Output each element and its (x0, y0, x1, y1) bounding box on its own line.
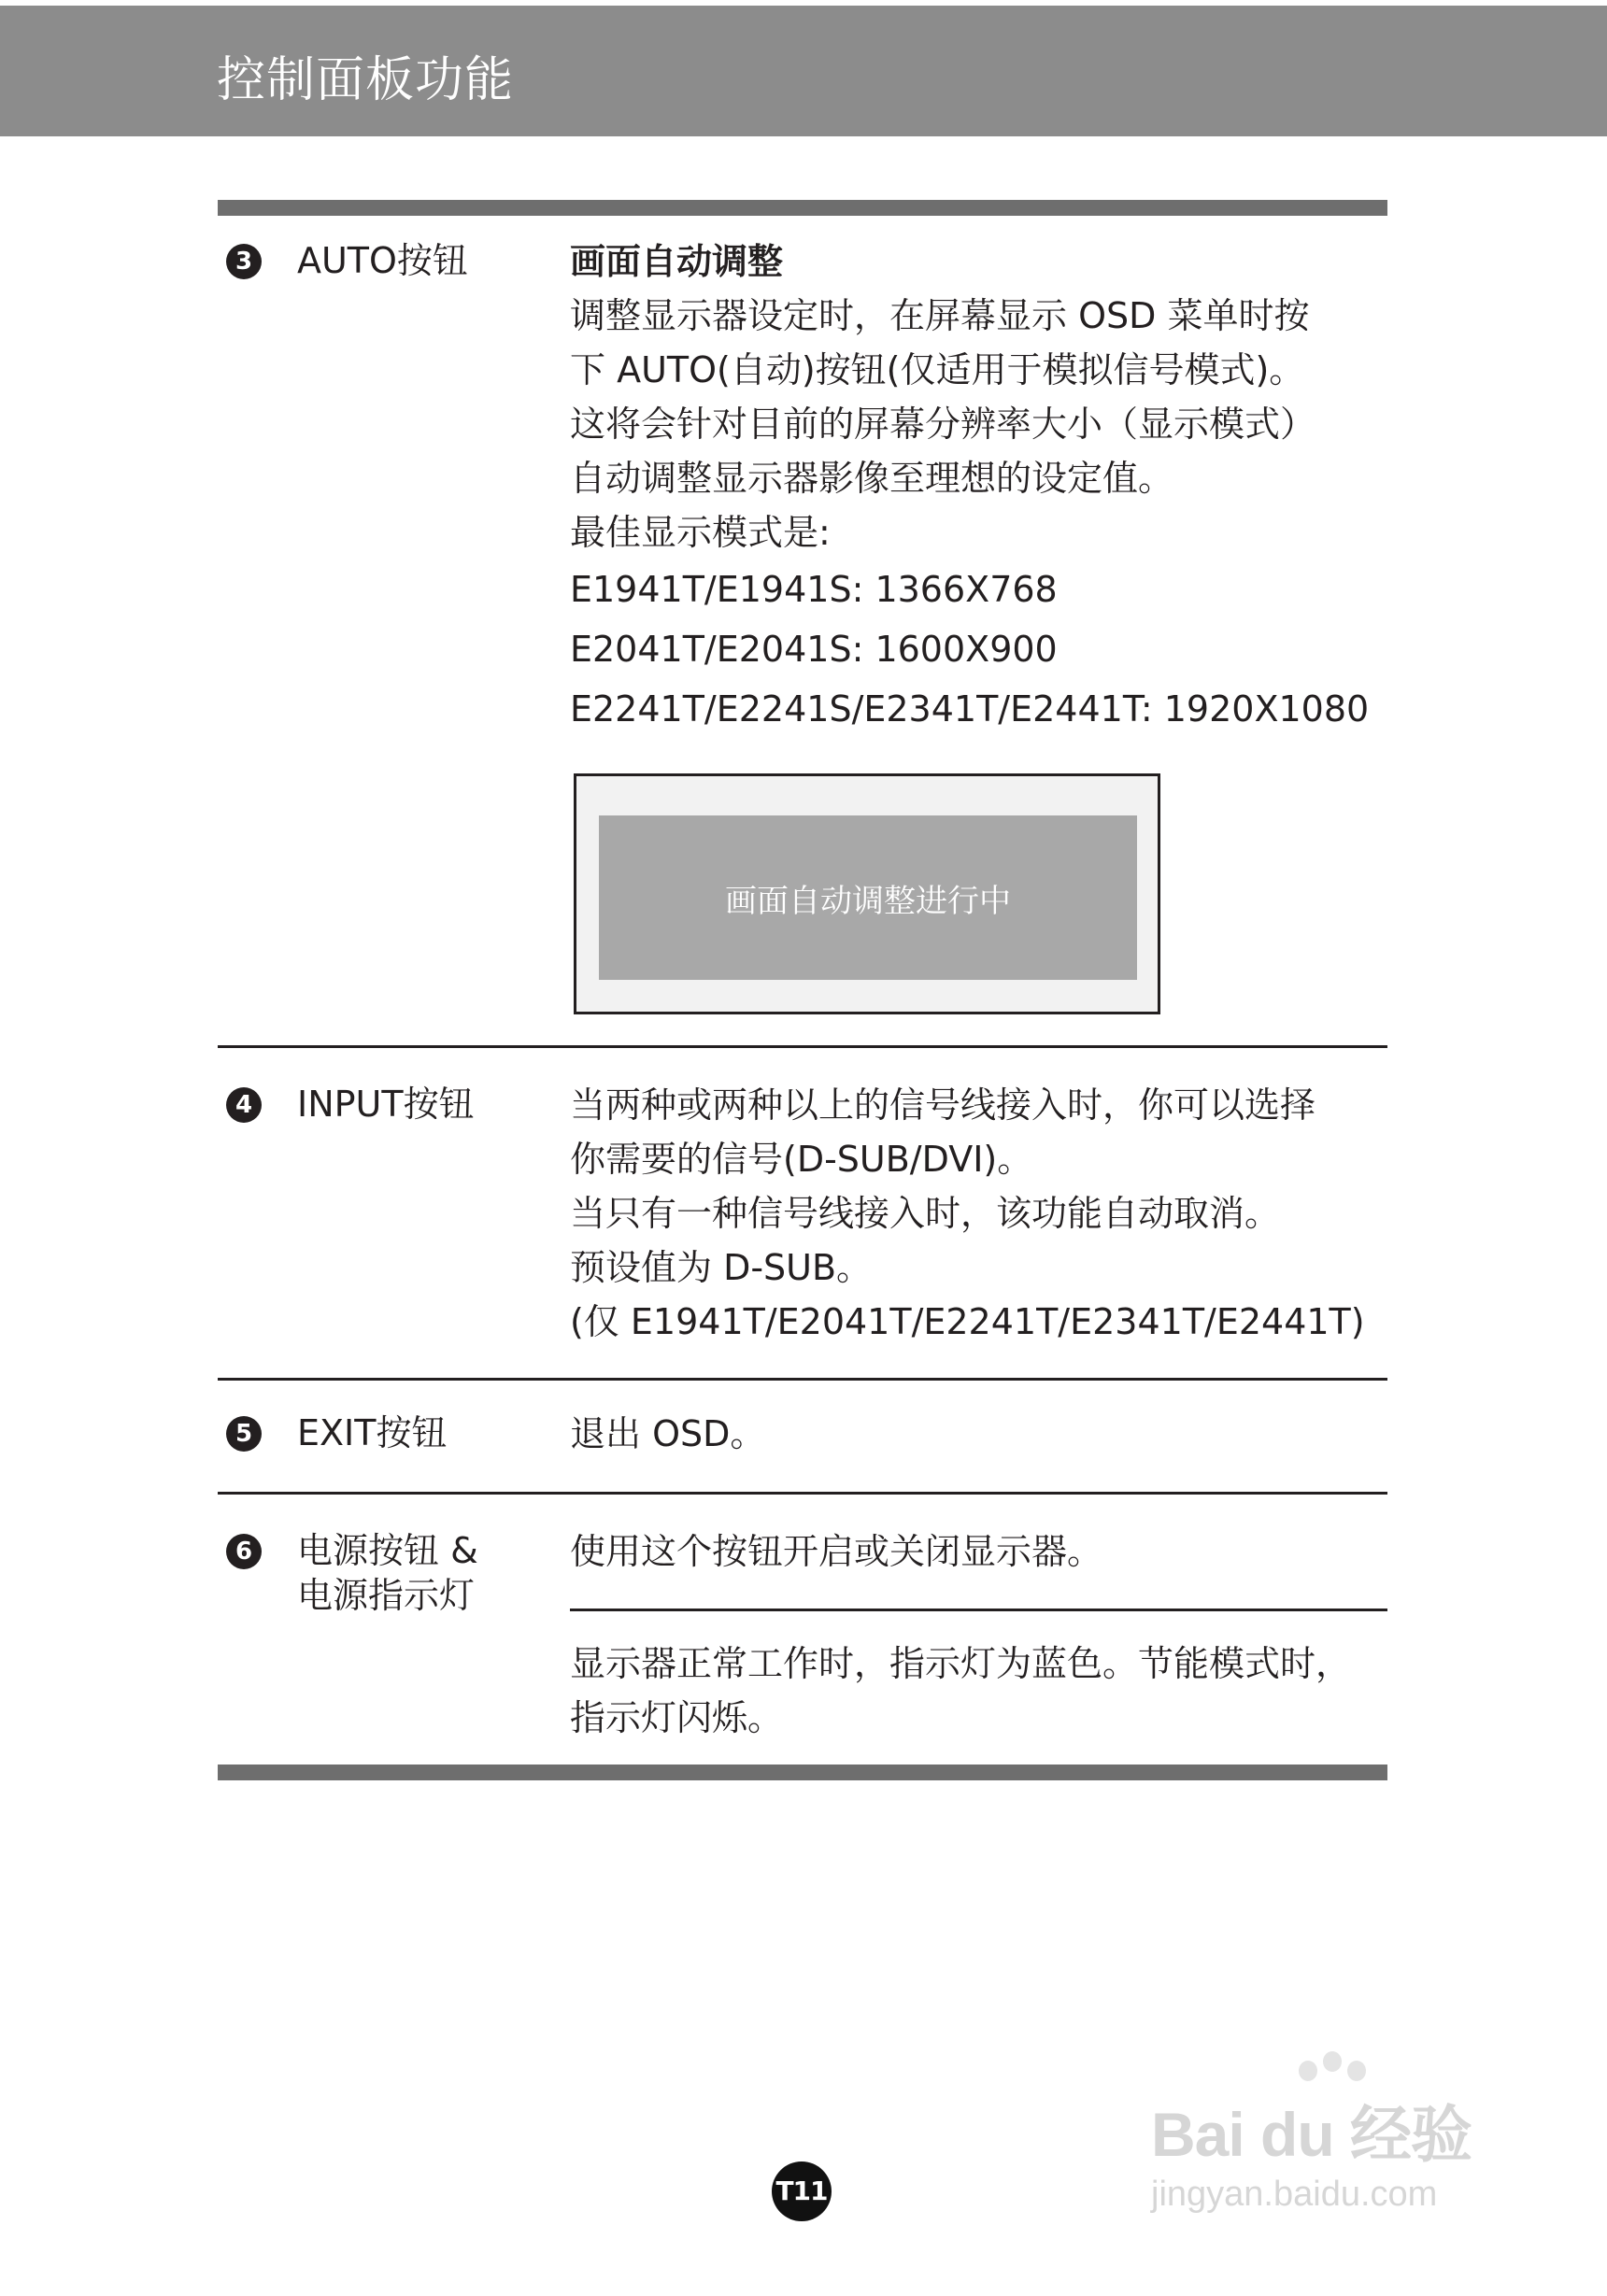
section-divider (218, 1045, 1387, 1048)
input-description (570, 1078, 1365, 1349)
osd-screen-illustration (574, 773, 1160, 1014)
spec-line: E2241T/E2241S/E2341T/E2441T: 1920X1080 (570, 688, 1370, 730)
watermark-url: jingyan.baidu.com (1151, 2175, 1438, 2214)
desc-line: 这将会针对目前的屏幕分辨率大小（显示模式） (570, 404, 1316, 445)
watermark-brand: Bai du 经验 (1151, 2100, 1472, 2169)
desc-line: (仅 E1941T/E2041T/E2241T/E2341T/E2441T) (570, 1301, 1365, 1342)
power-label-line: 电源按钮 & (297, 1530, 478, 1571)
desc-line: 退出 OSD。 (570, 1413, 766, 1454)
power-description (570, 1524, 1102, 1579)
section-divider (218, 1378, 1387, 1381)
desc-line: 显示器正常工作时，指示灯为蓝色。节能模式时， (570, 1643, 1352, 1684)
page-number-badge: T11 (772, 2161, 832, 2221)
auto-heading: 画面自动调整 (570, 241, 784, 282)
auto-button-label: AUTO按钮 (297, 240, 468, 281)
exit-button-label: EXIT按钮 (297, 1412, 448, 1453)
desc-line: 当只有一种信号线接入时，该功能自动取消。 (570, 1193, 1281, 1234)
section-number-badge: 3 (226, 244, 262, 279)
section-number-badge: 5 (226, 1416, 262, 1452)
spec-line: E2041T/E2041S: 1600X900 (570, 629, 1058, 670)
bottom-divider (218, 1765, 1387, 1780)
power-label-line: 电源指示灯 (297, 1575, 476, 1616)
osd-message-box (599, 815, 1137, 980)
desc-line: 你需要的信号(D-SUB/DVI)。 (570, 1139, 1033, 1180)
auto-description (570, 234, 1369, 739)
osd-message: 画面自动调整进行中 (725, 882, 1011, 920)
power-indicator-description (570, 1637, 1351, 1745)
desc-line: 下 AUTO(自动)按钮(仅适用于模拟信号模式)。 (570, 349, 1305, 390)
input-button-label: INPUT按钮 (297, 1084, 475, 1125)
desc-line: 使用这个按钮开启或关闭显示器。 (570, 1531, 1103, 1572)
section-number-badge: 4 (226, 1087, 262, 1123)
sub-divider (570, 1609, 1387, 1611)
section-number-badge: 6 (226, 1534, 262, 1569)
top-divider (218, 200, 1387, 216)
desc-line: 自动调整显示器影像至理想的设定值。 (570, 458, 1174, 499)
exit-description (570, 1407, 765, 1461)
paw-print-icon (1347, 2061, 1366, 2081)
section-divider (218, 1492, 1387, 1495)
spec-line: E1941T/E1941S: 1366X768 (570, 569, 1058, 610)
power-button-label (297, 1528, 478, 1618)
desc-line: 调整显示器设定时，在屏幕显示 OSD 菜单时按 (570, 295, 1310, 336)
desc-line: 当两种或两种以上的信号线接入时，你可以选择 (570, 1084, 1316, 1126)
paw-print-icon (1299, 2061, 1317, 2081)
page-title: 控制面板功能 (217, 52, 515, 108)
paw-print-icon (1323, 2051, 1342, 2072)
desc-line: 最佳显示模式是: (570, 512, 831, 553)
desc-line: 指示灯闪烁。 (570, 1697, 784, 1738)
desc-line: 预设值为 D-SUB。 (570, 1247, 873, 1288)
